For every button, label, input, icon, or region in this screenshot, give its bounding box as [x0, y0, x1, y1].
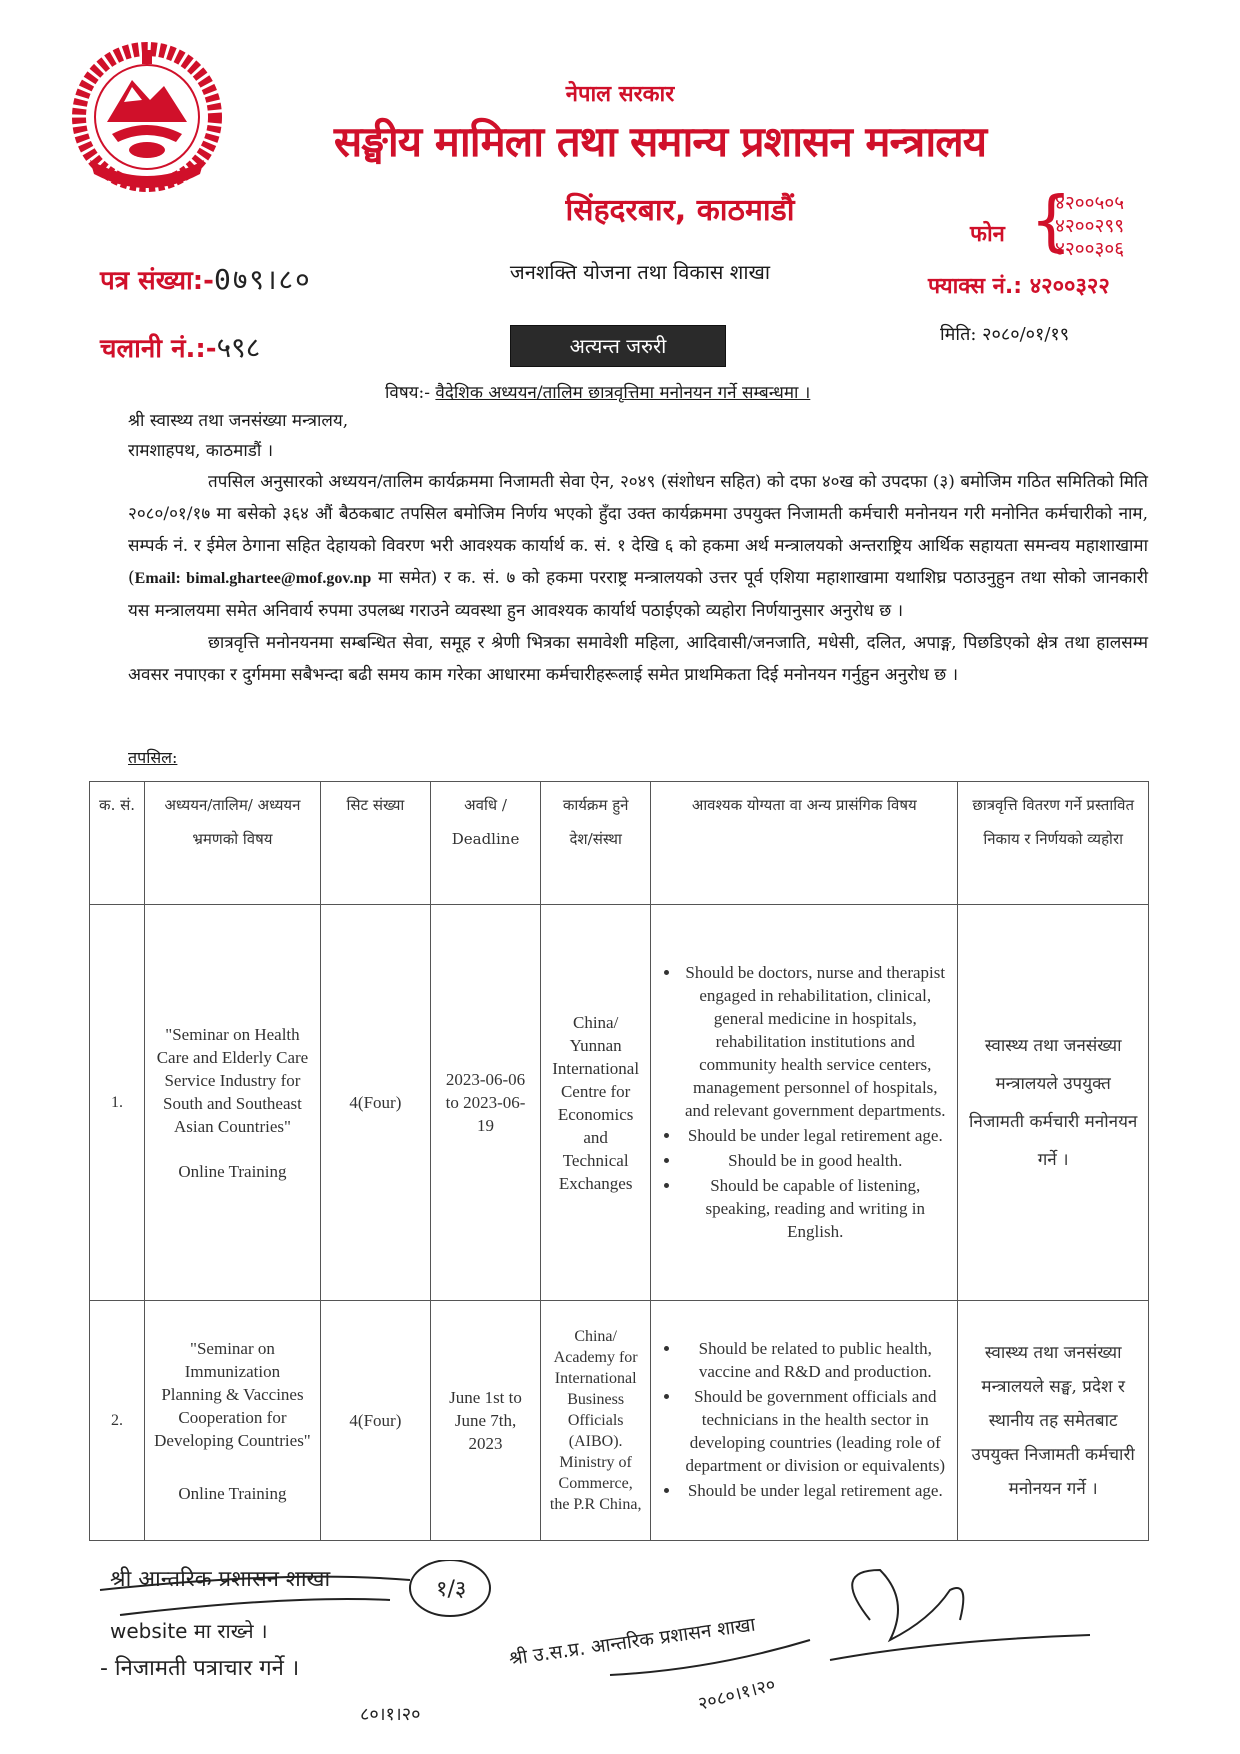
body-paragraph	[128, 466, 1148, 627]
requirement-item: • Should be capable of listening, speaking, reading and writing in English.	[681, 1174, 949, 1243]
table-row	[90, 1301, 1149, 1541]
program-title-text: "Seminar on Health Care and Elderly Care Service Industry for South and Southeast Asian Countries"	[156, 1024, 309, 1136]
signature-stroke	[830, 1635, 1090, 1660]
urgent-badge: अत्यन्त जरुरी	[510, 325, 726, 367]
letter-number-value: 0७९।८०	[213, 263, 312, 296]
program-title	[145, 1301, 321, 1541]
program-mode: Online Training	[178, 1483, 287, 1503]
handwritten-note: - निजामती पत्राचार गर्ने ।	[100, 1656, 300, 1681]
requirement-item: • Should be under legal retirement age.	[681, 1479, 949, 1502]
body-text: तपसिल अनुसारको अध्ययन/तालिम कार्यक्रममा निजामती सेवा ऐन, २०४९ (संशोधन सहित) को दफा ४०ख को उपदफा (३) बमोजिम गठित समितिको मिति २०८०/०१/१७ मा बसेको ३६४ औं बैठकबाट तपसिल बमोजिम निर्णय भएको हुँदा उक्त कार्यक्रममा उपयुक्त निजामती कर्मचारी मनोनयन गरी मनोनित कर्मचारीको नाम, सम्पर्क नं. र ईमेल ठेगाना सहित देहायको विवरण भरी आवश्यक कार्यार्थ क. सं. १ देखि ६ को हकमा अर्थ मन्त्रालयको अन्तराष्ट्रिय आर्थिक सहायता समन्वय महाशाखामा (	[128, 472, 1148, 588]
dispatch-number-label: चलानी नं.:-	[100, 334, 217, 364]
requirement-item: • Should be under legal retirement age.	[681, 1124, 949, 1147]
handwritten-note: १/३	[436, 1577, 467, 1602]
requirements	[651, 905, 958, 1301]
letter-date: मिति: २०८०/०१/१९	[940, 324, 1070, 345]
recipient-address	[128, 406, 348, 466]
scholarship-table	[89, 781, 1149, 1541]
ministry-location: सिंहदरबार, काठमाडौं	[565, 193, 795, 228]
recipient-line: रामशाहपथ, काठमाडौं ।	[128, 441, 274, 461]
program-period: June 1st to June 7th, 2023	[430, 1301, 540, 1541]
column-header: छात्रवृत्ति वितरण गर्ने प्रस्तावित निकाय र निर्णयको व्यहोरा	[958, 782, 1149, 905]
recipient-line: श्री स्वास्थ्य तथा जनसंख्या मन्त्रालय,	[128, 411, 349, 431]
host-institution: China/ Yunnan International Centre for Economics and Technical Exchanges	[541, 905, 651, 1301]
seat-count: 4(Four)	[320, 905, 430, 1301]
phone-number: ४२००२९९	[1055, 215, 1125, 237]
requirement-item: • Should be doctors, nurse and therapist engaged in rehabilitation, clinical, general medicine in hospitals, rehabilitation institutions and community health service centers, management personnel of hospitals, and relevant government departments.	[681, 961, 949, 1122]
column-header: अवधि / Deadline	[430, 782, 540, 905]
handwritten-note: ८०।१।२०	[360, 1704, 421, 1725]
decision-text: स्वास्थ्य तथा जनसंख्या मन्त्रालयले सङ्घ, प्रदेश र स्थानीय तह समेतबाट उपयुक्त निजामती कर्मचारी मनोनयन गर्ने ।	[958, 1301, 1149, 1541]
serial-number: 1.	[90, 905, 145, 1301]
subject-text: वैदेशिक अध्ययन/तालिम छात्रवृत्तिमा मनोनयन गर्ने सम्बन्धमा ।	[435, 383, 811, 403]
brace-icon: {	[1030, 182, 1072, 259]
ministry-name: सङ्घीय मामिला तथा समान्य प्रशासन मन्त्रालय	[333, 117, 987, 166]
program-period: 2023-06-06 to 2023-06-19	[430, 905, 540, 1301]
dispatch-number	[100, 328, 260, 366]
table-row	[90, 905, 1149, 1301]
phone-label: फोन	[970, 222, 1005, 247]
letter-number	[100, 260, 312, 298]
program-title-text: "Seminar on Immunization Planning & Vaccines Cooperation for Developing Countries"	[154, 1338, 311, 1450]
phone-numbers	[1055, 192, 1124, 261]
letter-number-label: पत्र संख्या:-	[100, 266, 214, 296]
serial-number: 2.	[90, 1301, 145, 1541]
branch-name: जनशक्ति योजना तथा विकास शाखा	[509, 260, 771, 284]
letter-body	[128, 466, 1148, 691]
body-paragraph: छात्रवृत्ति मनोनयनमा सम्बन्धित सेवा, समूह र श्रेणी भित्रका समावेशी महिला, आदिवासी/जनजाति, मधेसी, दलित, अपाङ्ग, पिछडिएको क्षेत्र तथा हालसम्म अवसर नपाएका र दुर्गममा सबैभन्दा बढी समय काम गरेका आधारमा कर्मचारीहरूलाई समेत प्राथमिकता दिई मनोनयन गर्नुहुन अनुरोध छ ।	[128, 633, 1148, 685]
requirement-item: • Should be in good health.	[681, 1149, 949, 1172]
table-header-row	[90, 782, 1149, 905]
decision-text: स्वास्थ्य तथा जनसंख्या मन्त्रालयले उपयुक्त निजामती कर्मचारी मनोनयन गर्ने ।	[958, 905, 1149, 1301]
subject-label: विषय:-	[385, 383, 431, 403]
email-address: Email: bimal.ghartee@mof.gov.np	[134, 570, 372, 587]
requirements	[651, 1301, 958, 1541]
government-name: नेपाल सरकार	[565, 82, 675, 107]
phone-number: ४२००५०५	[1055, 192, 1125, 214]
handwritten-annotations	[90, 1560, 1190, 1750]
subject-line	[385, 380, 810, 403]
underline-stroke	[120, 1599, 390, 1615]
handwritten-note: श्री उ.स.प्र. आन्तरिक प्रशासन शाखा	[507, 1613, 757, 1670]
nepal-emblem-icon	[72, 42, 222, 192]
program-mode: Online Training	[178, 1161, 287, 1181]
handwritten-note: २०८०।१।२०	[695, 1674, 778, 1715]
body-text: मा समेत) र क. सं. ७ को हकमा परराष्ट्र मन्त्रालयको उत्तर पूर्व एशिया महाशाखामा यथाशिघ्र पठाउनुहुन तथा सोको जानकारी यस मन्त्रालयमा समेत अनिवार्य रुपमा उपलब्ध गराउने व्यवस्था हुन आवश्यक कार्यार्थ पठाईएको व्यहोरा निर्णयानुसार अनुरोध छ ।	[128, 568, 1148, 621]
schedule-heading: तपसिल:	[128, 748, 178, 767]
handwritten-note: श्री आन्तरिक प्रशासन शाखा	[110, 1567, 331, 1592]
fax-line	[928, 270, 1110, 300]
host-institution: China/ Academy for International Business Officials (AIBO). Ministry of Commerce, the P.R China,	[541, 1301, 651, 1541]
seat-count: 4(Four)	[320, 1301, 430, 1541]
dispatch-number-value: ५९८	[216, 331, 261, 364]
fax-number: ४२००३२२	[1029, 274, 1110, 299]
phone-number: ४२००३०६	[1055, 238, 1125, 260]
program-title	[145, 905, 321, 1301]
handwritten-note: website मा राख्ने ।	[110, 1619, 268, 1643]
column-header: अध्ययन/तालिम/ अध्ययन भ्रमणको विषय	[145, 782, 321, 905]
signature-stroke	[852, 1570, 963, 1640]
requirement-item: • Should be related to public health, vaccine and R&D and production.	[681, 1337, 949, 1383]
column-header: सिट संख्या	[320, 782, 430, 905]
column-header: क. सं.	[90, 782, 145, 905]
column-header: कार्यक्रम हुने देश/संस्था	[541, 782, 651, 905]
fax-label: फ्याक्स नं.:	[928, 274, 1023, 299]
column-header: आवश्यक योग्यता वा अन्य प्रासंगिक विषय	[651, 782, 958, 905]
requirement-item: • Should be government officials and technicians in the health sector in developing countries (leading role of department or division or equivalents)	[681, 1385, 949, 1477]
